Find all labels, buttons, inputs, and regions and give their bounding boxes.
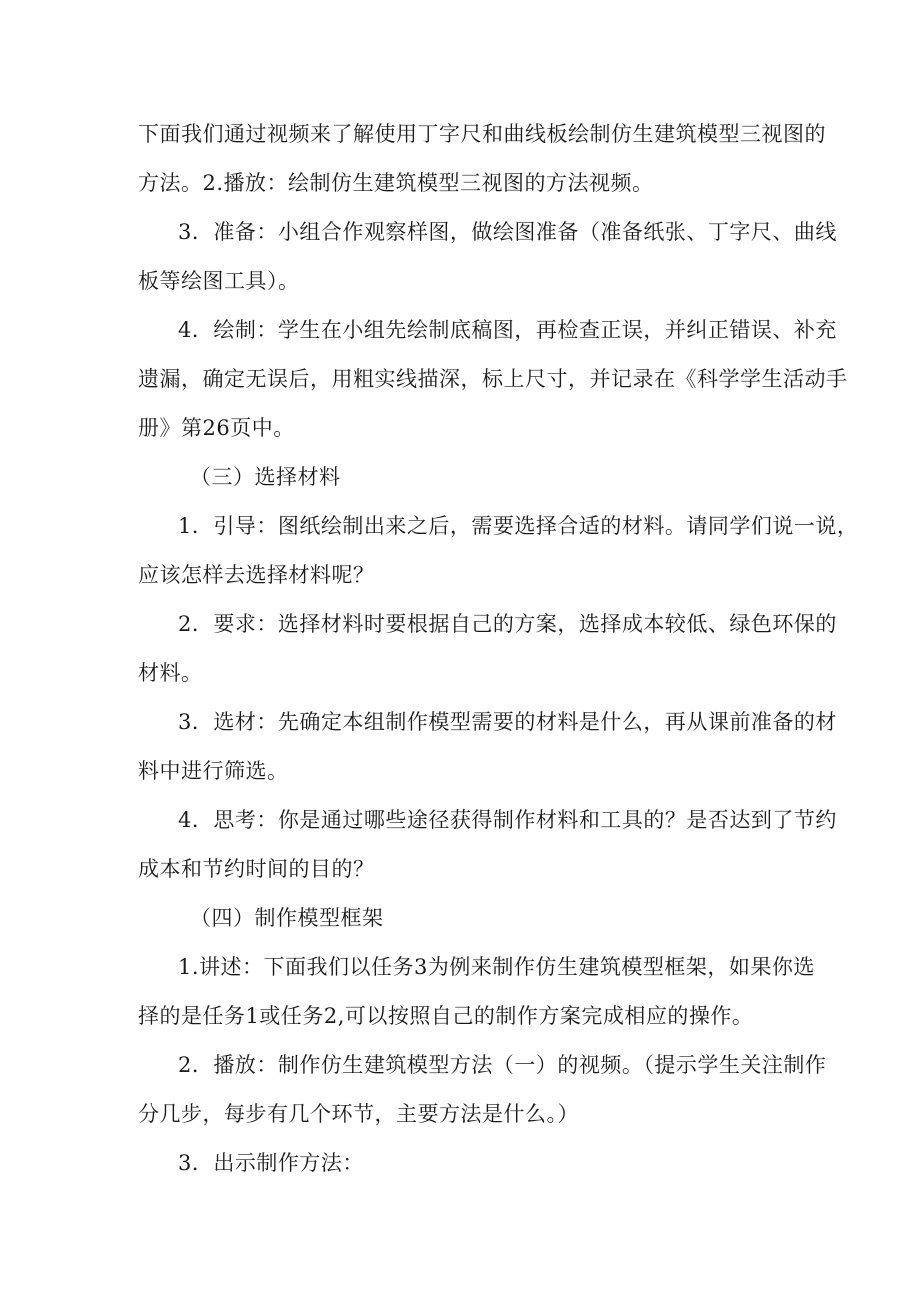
section-heading: （四）制作模型框架 (190, 906, 384, 930)
text-line: 3．出示制作方法： (178, 1151, 364, 1175)
text-line: 方法。2.播放：绘制仿生建筑模型三视图的方法视频。 (138, 171, 654, 195)
text-line: 板等绘图工具）。 (138, 269, 300, 293)
text-line: 2．要求：选择材料时要根据自己的方案，选择成本较低、绿色环保的 (178, 612, 837, 636)
section-heading: （三）选择材料 (190, 465, 341, 489)
text-line: 下面我们通过视频来了解使用丁字尺和曲线板绘制仿生建筑模型三视图的 (138, 122, 826, 146)
text-line: 册》第26页中。 (138, 416, 295, 440)
text-line: 1．引导：图纸绘制出来之后，需要选择合适的材料。请同学们说一说， (178, 514, 859, 538)
text-line: 4．思考：你是通过哪些途径获得制作材料和工具的？是否达到了节约 (178, 808, 837, 832)
text-line: 遗漏，确定无误后，用粗实线描深，标上尺寸，并记录在《科学学生活动手 (138, 367, 848, 391)
text-line: 3．选材：先确定本组制作模型需要的材料是什么，再从课前准备的材 (178, 710, 837, 734)
text-line: 分几步，每步有几个环节，主要方法是什么。） (138, 1102, 579, 1126)
text-line: 3．准备：小组合作观察样图，做绘图准备（准备纸张、丁字尺、曲线 (178, 220, 837, 244)
text-line: 择的是任务1或任务2,可以按照自己的制作方案完成相应的操作。 (138, 1004, 754, 1028)
text-line: 成本和节约时间的目的？ (138, 857, 375, 881)
text-line: 2．播放：制作仿生建筑模型方法（一）的视频。（提示学生关注制作 (178, 1053, 827, 1077)
text-line: 1.讲述：下面我们以任务3为例来制作仿生建筑模型框架，如果你选 (178, 955, 815, 979)
text-line: 材料。 (138, 661, 203, 685)
text-line: 4．绘制：学生在小组先绘制底稿图，再检查正误，并纠正错误、补充 (178, 318, 837, 342)
text-line: 料中进行筛选。 (138, 759, 289, 783)
text-line: 应该怎样去选择材料呢？ (138, 563, 375, 587)
